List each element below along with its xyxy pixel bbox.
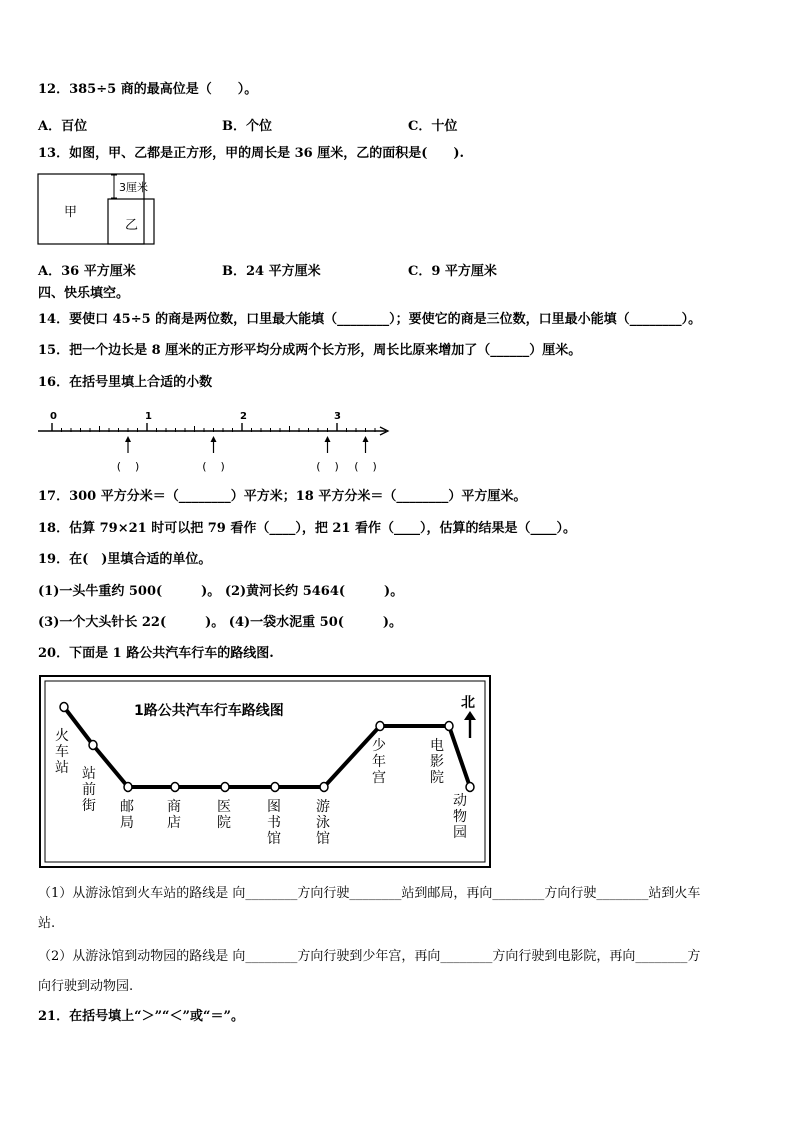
route-stop-dot: [60, 703, 68, 712]
q15-text: 15．把一个边长是 8 厘米的正方形平均分成两个长方形，周长比原来增加了（______）厘米。: [38, 343, 582, 358]
route-stop-dot: [320, 783, 328, 792]
number-line-label-1: 1: [145, 411, 152, 422]
route-stop-dot: [271, 783, 279, 792]
q12-option-a: A．百位: [38, 119, 88, 134]
number-line-label-3: 3: [334, 411, 341, 422]
route-stop-dot: [171, 783, 179, 792]
number-line: [36, 404, 396, 476]
number-line-answer-blank: ( ): [354, 460, 377, 473]
q19-line-2: (3)一个大头针长 22( )。 (4)一袋水泥重 50( )。: [38, 615, 403, 630]
route-stop-label: 电影院: [430, 738, 444, 786]
number-line-answer-blank: ( ): [202, 460, 225, 473]
q14-text: 14．要使口 45÷5 的商是两位数，口里最大能填（________）；要使它的商是三位数，口里最小能填（________）。: [38, 312, 702, 327]
q20-part1-line1: （1）从游泳馆到火车站的路线是 向________方向行驶________站到邮局，再向________方向行驶________站到火车: [38, 886, 701, 901]
route-stop-dot: [466, 783, 474, 792]
number-line-pointer-head: [363, 436, 369, 442]
q19-stem: 19．在( )里填合适的单位。: [38, 552, 212, 567]
map-title: 1路公共汽车行车路线图: [134, 703, 284, 719]
q21-text: 21．在括号填上“＞”“＜”或“＝”。: [38, 1009, 244, 1024]
number-line-answer-blank: ( ): [116, 460, 140, 473]
route-stop-label: 图书馆: [267, 799, 281, 847]
q12-option-c: C．十位: [408, 119, 458, 134]
square-yi-label: 乙: [125, 218, 139, 233]
q18-text: 18．估算 79×21 时可以把 79 看作（____），把 21 看作（____），估算的结果是（____）。: [38, 521, 577, 536]
q13-option-a: A．36 平方厘米: [38, 264, 136, 279]
route-stop-label: 医院: [217, 799, 231, 831]
route-stop-label: 动物园: [453, 793, 467, 841]
dimension-label: 3厘米: [119, 181, 148, 194]
route-stop-label: 站前街: [82, 766, 96, 814]
section-heading: 四、快乐填空。: [38, 286, 130, 301]
q12-stem: 12．385÷5 商的最高位是（ ）。: [38, 82, 258, 97]
square-jia-label: 甲: [64, 205, 78, 220]
square-figure: [36, 172, 162, 248]
number-line-answer-blank: ( ): [316, 460, 339, 473]
q20-part2-line2: 向行驶到动物园.: [38, 979, 134, 994]
number-line-label-0: 0: [50, 411, 57, 422]
route-stop-label: 邮局: [120, 799, 134, 831]
q13-option-c: C．9 平方厘米: [408, 264, 497, 279]
north-label: 北: [461, 695, 475, 711]
route-stop-dot: [124, 783, 132, 792]
q20-part1-line2: 站.: [38, 916, 56, 931]
number-line-pointer-head: [125, 436, 131, 442]
route-stop-dot: [221, 783, 229, 792]
route-stop-label: 火车站: [55, 728, 69, 776]
number-line-label-2: 2: [240, 411, 247, 422]
q12-option-b: B．个位: [222, 119, 272, 134]
q20-part2-line1: （2）从游泳馆到动物园的路线是 向________方向行驶到少年宫，再向________方向行驶到电影院，再向________方: [38, 949, 701, 964]
route-stop-dot: [89, 741, 97, 750]
route-stop-label: 少年宫: [372, 738, 386, 786]
number-line-pointer-head: [325, 436, 331, 442]
q20-stem: 20．下面是 1 路公共汽车行车的路线图.: [38, 646, 274, 661]
q19-line-1: (1)一头牛重约 500( )。 (2)黄河长约 5464( )。: [38, 584, 404, 599]
bus-route-map: [38, 674, 493, 870]
number-line-pointer-head: [211, 436, 217, 442]
q13-stem: 13．如图，甲、乙都是正方形，甲的周长是 36 厘米，乙的面积是( ).: [38, 146, 465, 161]
q16-stem: 16．在括号里填上合适的小数: [38, 375, 213, 390]
q17-text: 17．300 平方分米＝（________）平方米；18 平方分米＝（________）平方厘米。: [38, 489, 527, 504]
route-stop-label: 商店: [167, 799, 181, 831]
route-stop-dot: [376, 722, 384, 731]
route-stop-label: 游泳馆: [316, 799, 330, 847]
route-stop-dot: [445, 722, 453, 731]
q13-option-b: B．24 平方厘米: [222, 264, 321, 279]
